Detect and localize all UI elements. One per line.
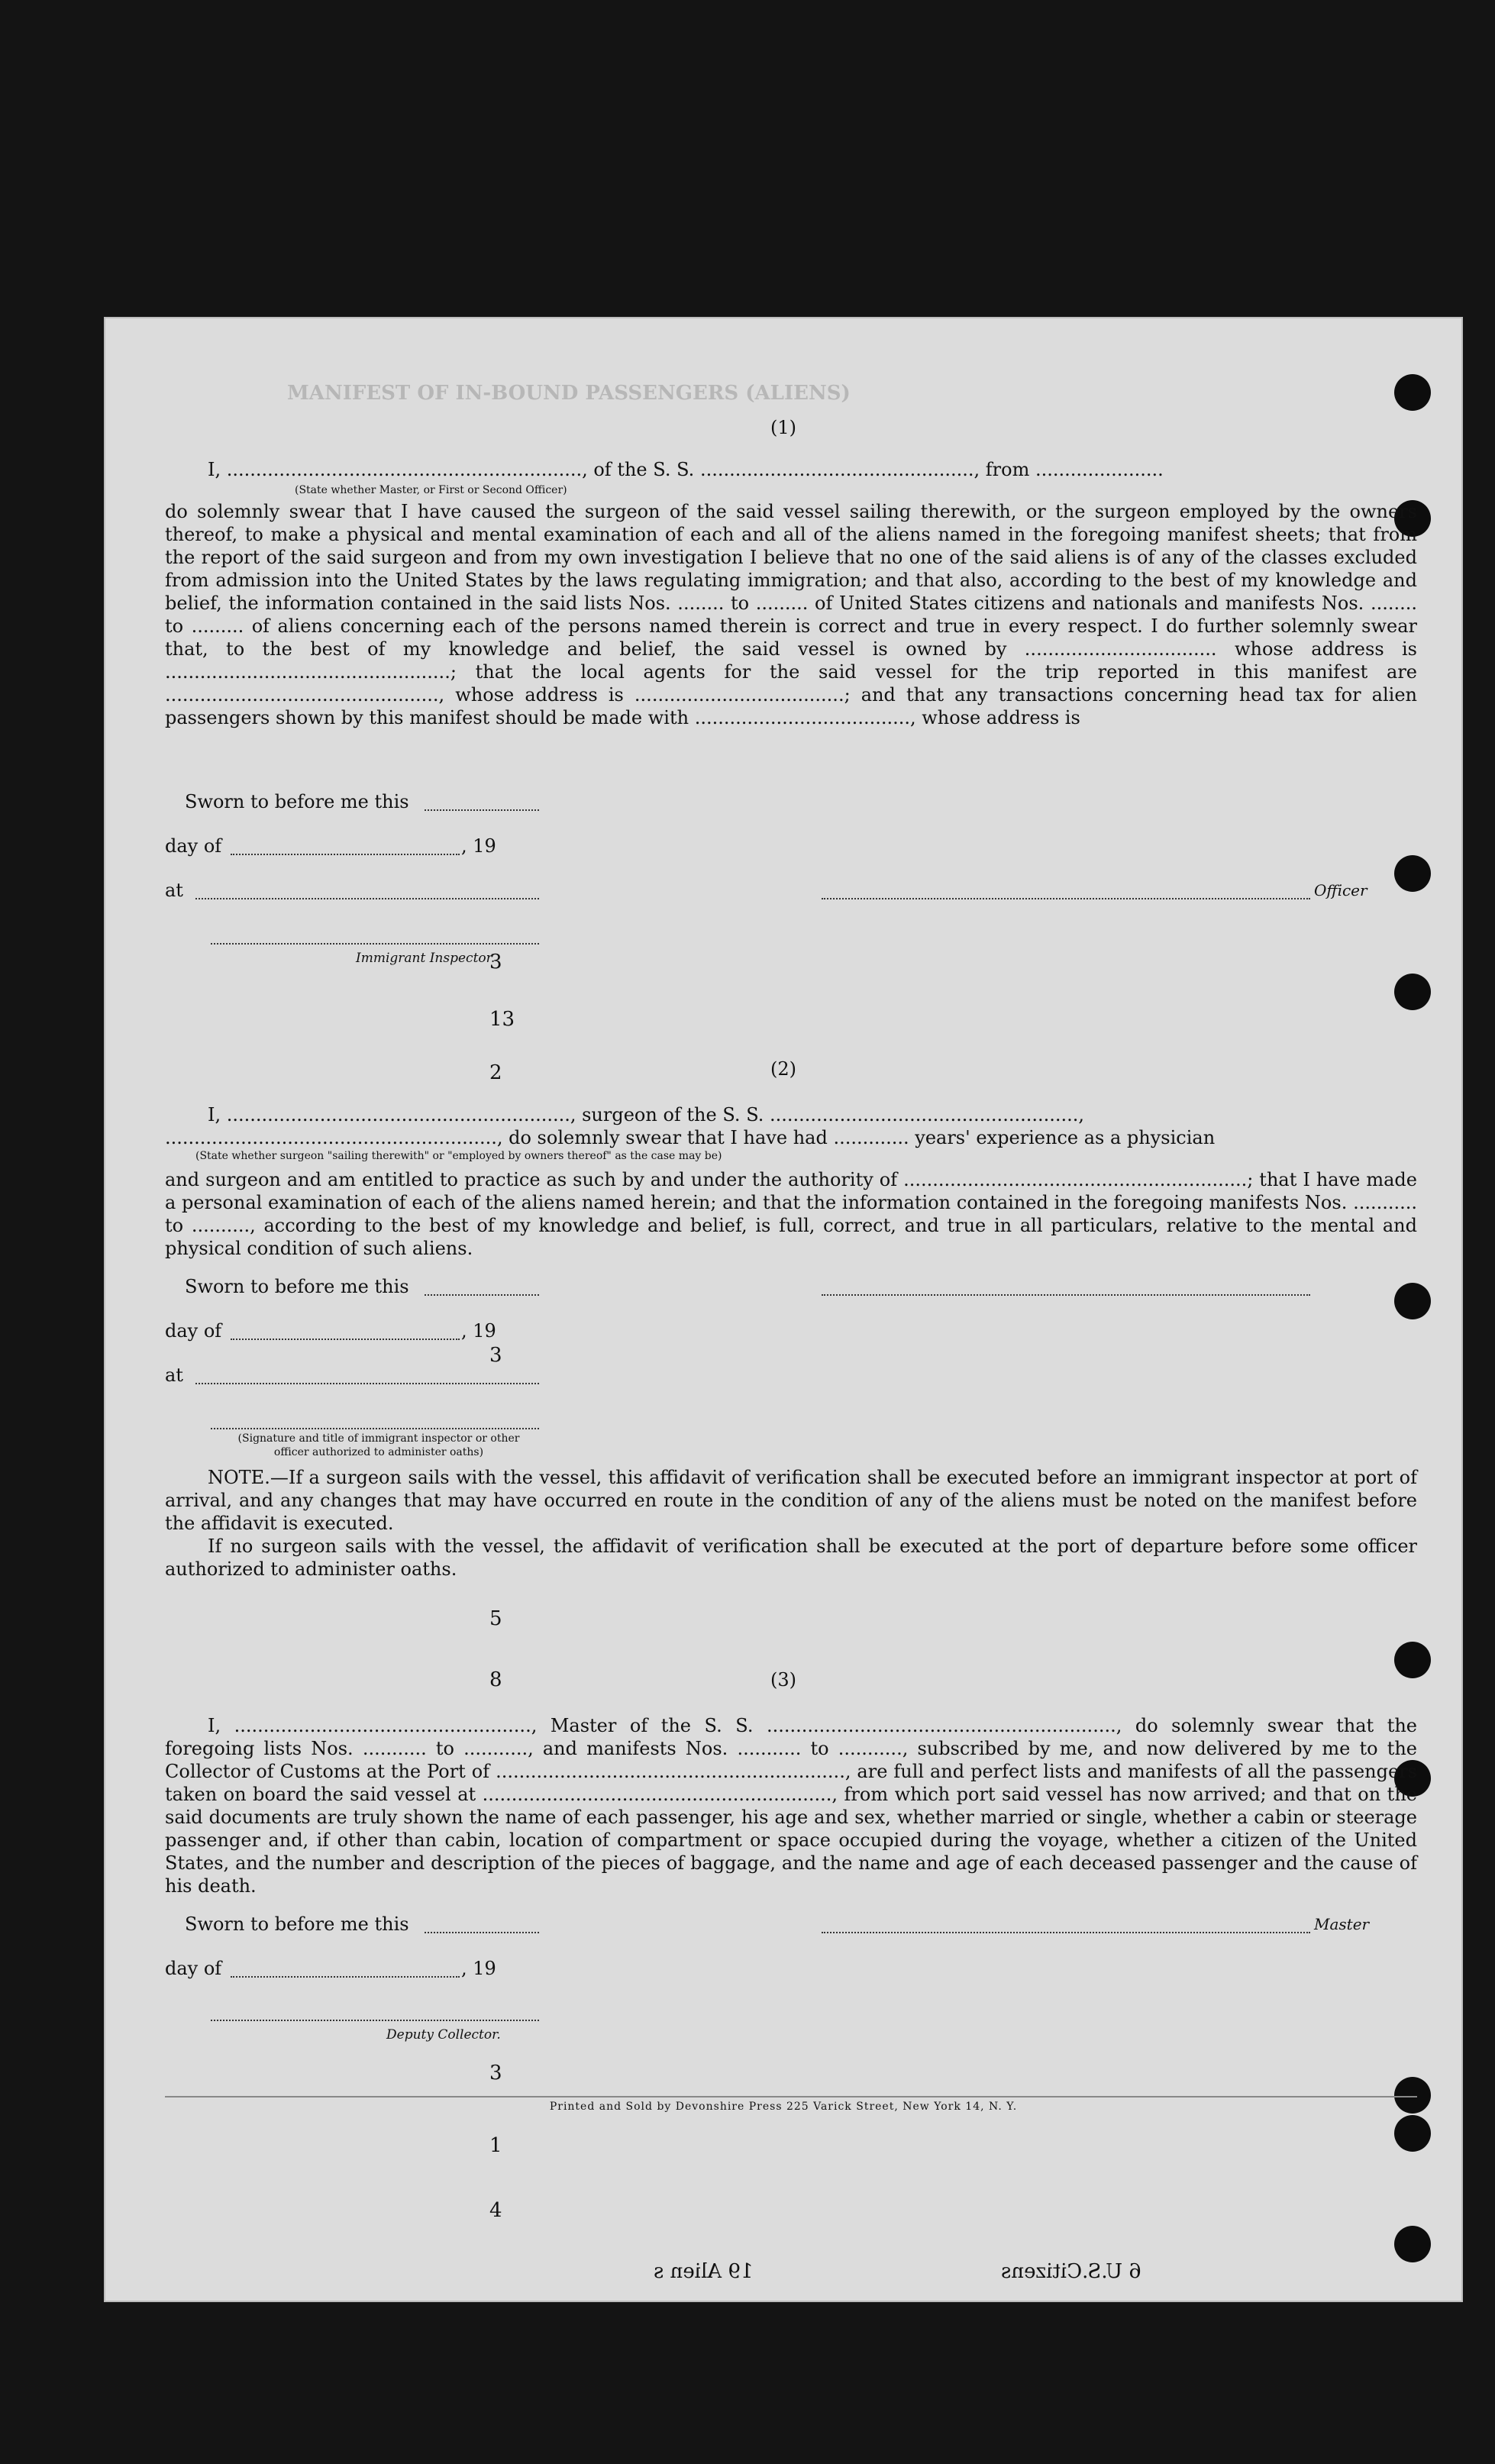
margin-number: 13: [489, 1008, 515, 1031]
section-1-day-line: [231, 854, 460, 855]
section-2-note-para1: NOTE.—If a surgeon sails with the vessel, this affidavit of verification shall be executed before an immigrant inspector at port of arrival, and any changes that may have occurred en route in the condition of any of the aliens must be noted on the manifest before the affidavit is executed.: [165, 1467, 1417, 1534]
section-3-master-line: [822, 1932, 1310, 1933]
margin-number: 1: [489, 2134, 502, 2157]
section-3-master: Master: [1314, 1915, 1370, 1933]
margin-number: 5: [489, 1607, 502, 1630]
section-2-signature-note: (Signature and title of immigrant inspector or other officer authorized to administer oaths): [237, 1432, 520, 1458]
section-1-day: day of: [165, 835, 222, 857]
section-2-first-line: I, ..........................................................., surgeon of the S. S. .....................................................,: [208, 1104, 1084, 1125]
margin-number: 3: [489, 2062, 502, 2085]
punch-hole: [1394, 974, 1431, 1010]
section-2-note: (State whether surgeon "sailing therewith" or "employed by owners thereof" as the case may be): [195, 1150, 722, 1162]
section-1-officer: Officer: [1314, 881, 1367, 899]
section-1-at-line: [195, 898, 539, 899]
punch-hole: [1394, 374, 1431, 411]
section-2-day-line: [231, 1339, 460, 1340]
section-2-day: day of: [165, 1320, 222, 1342]
section-1-sworn: Sworn to before me this: [185, 791, 409, 812]
margin-number: 4: [489, 2199, 502, 2222]
margin-number: 3: [489, 951, 502, 974]
section-3-year: , 19: [461, 1958, 496, 1979]
section-3-body: I, ..................................................., Master of the S. S. ............................................................, do solemnly swear that the foregoing lists Nos. ........... to ..........., and manifests Nos. ........... to ..........., subscribed by me, and now delivered by me to the Collector of Customs at the Port of ............................................................, are full and perfect lists and manifests of all the passengers taken on board the said vessel at ............................................................, from which port said vessel has now arrived; and that on the said documents are truly shown the name of each passenger, his age and sex, whether married or single, whether a cabin or steerage passenger and, if other than cabin, location of compartment or space occupied during the voyage, whether a citizen of the United States, and the number and description of the pieces of baggage, and the name and age of each deceased passenger and the cause of his death.: [165, 1715, 1417, 1897]
printer-rule: [165, 2096, 1417, 2097]
section-2-note-para2: If no surgeon sails with the vessel, the affidavit of verification shall be executed at the port of departure before some officer authorized to administer oaths.: [165, 1536, 1417, 1580]
section-1-number: (1): [770, 417, 796, 438]
section-2-number: (2): [770, 1058, 796, 1080]
section-1-body: do solemnly swear that I have caused the surgeon of the said vessel sailing therewith, or the surgeon employed by the owners thereof, to make a physical and mental examination of each and all of the aliens named in the foregoing manifest sheets; that from the report of the said surgeon and from my own investigation I believe that no one of the said aliens is of any of the classes excluded from admission into the United States by the laws regulating immigration; and that also, according to the best of my knowledge and belief, the information contained in the said lists Nos. ........ to ......... of United States citizens and nationals and manifests Nos. ........ to ......... of aliens concerning each of the persons named therein is correct and true in every respect. I do further solemnly swear that, to the best of my knowledge and belief, the said vessel is owned by ................................. whose address is .................................................; that the local agents for the said vessel for the trip reported in this manifest are ..............................................., whose address is ....................................; and that any transactions concerning head tax for alien passengers shown by this manifest should be made with ....................................., whose address is: [165, 501, 1417, 728]
section-1-inspector: Immigrant Inspector.: [356, 951, 496, 966]
punch-hole: [1394, 855, 1431, 892]
margin-number: 2: [489, 1061, 502, 1084]
punch-hole: [1394, 1283, 1431, 1319]
margin-number: 3: [489, 1344, 502, 1367]
section-1-note: (State whether Master, or First or Second Officer): [295, 484, 567, 496]
manifest-sheet: [104, 317, 1463, 2302]
section-2-at-line: [195, 1383, 539, 1384]
punch-hole: [1394, 2115, 1431, 2152]
section-3-sworn: Sworn to before me this: [185, 1913, 409, 1935]
alien-count: 19 Alien s: [654, 2260, 754, 2283]
section-1-year: , 19: [461, 835, 496, 857]
citizen-count: 6 U.S.Citizens: [1001, 2260, 1141, 2283]
section-2-second-line: ........................................................., do solemnly swear that I have had ............. years' experience as a physician: [165, 1127, 1216, 1148]
margin-number: 8: [489, 1668, 502, 1691]
section-3-sworn-line: [425, 1932, 539, 1933]
form-header: MANIFEST OF IN-BOUND PASSENGERS (ALIENS): [287, 382, 851, 405]
section-3-day: day of: [165, 1958, 222, 1979]
punch-hole: [1394, 2226, 1431, 2262]
section-2-year: , 19: [461, 1320, 496, 1342]
section-2-at: at: [165, 1364, 183, 1386]
section-3-number: (3): [770, 1669, 796, 1691]
section-1-inspector-line: [211, 943, 539, 945]
section-1-officer-line: [822, 898, 1310, 899]
section-2-signature-line: [211, 1428, 539, 1429]
section-2-body: and surgeon and am entitled to practice as such by and under the authority of ...........................................................; that I have made a personal examination of each of the aliens named herein; and that the information contained in the foregoing manifests Nos. ........... to .........., according to the best of my knowledge and belief, is full, correct, and true in all particulars, relative to the mental and physical condition of such aliens.: [165, 1169, 1417, 1259]
section-2-sworn-line: [425, 1294, 539, 1296]
section-2-sworn: Sworn to before me this: [185, 1276, 409, 1297]
section-1-sworn-line: [425, 809, 539, 811]
section-3-day-line: [231, 1976, 460, 1978]
printer-line: Printed and Sold by Devonshire Press 225 Varick Street, New York 14, N. Y.: [549, 2101, 1018, 2113]
section-3-collector-line: [211, 2020, 539, 2021]
section-1-first-line: I, ............................................................., of the S. S. ..............................................., from ......................: [208, 459, 1164, 480]
section-1-at: at: [165, 880, 183, 901]
section-2-right-line: [822, 1294, 1310, 1296]
section-3-collector: Deputy Collector.: [386, 2027, 501, 2043]
